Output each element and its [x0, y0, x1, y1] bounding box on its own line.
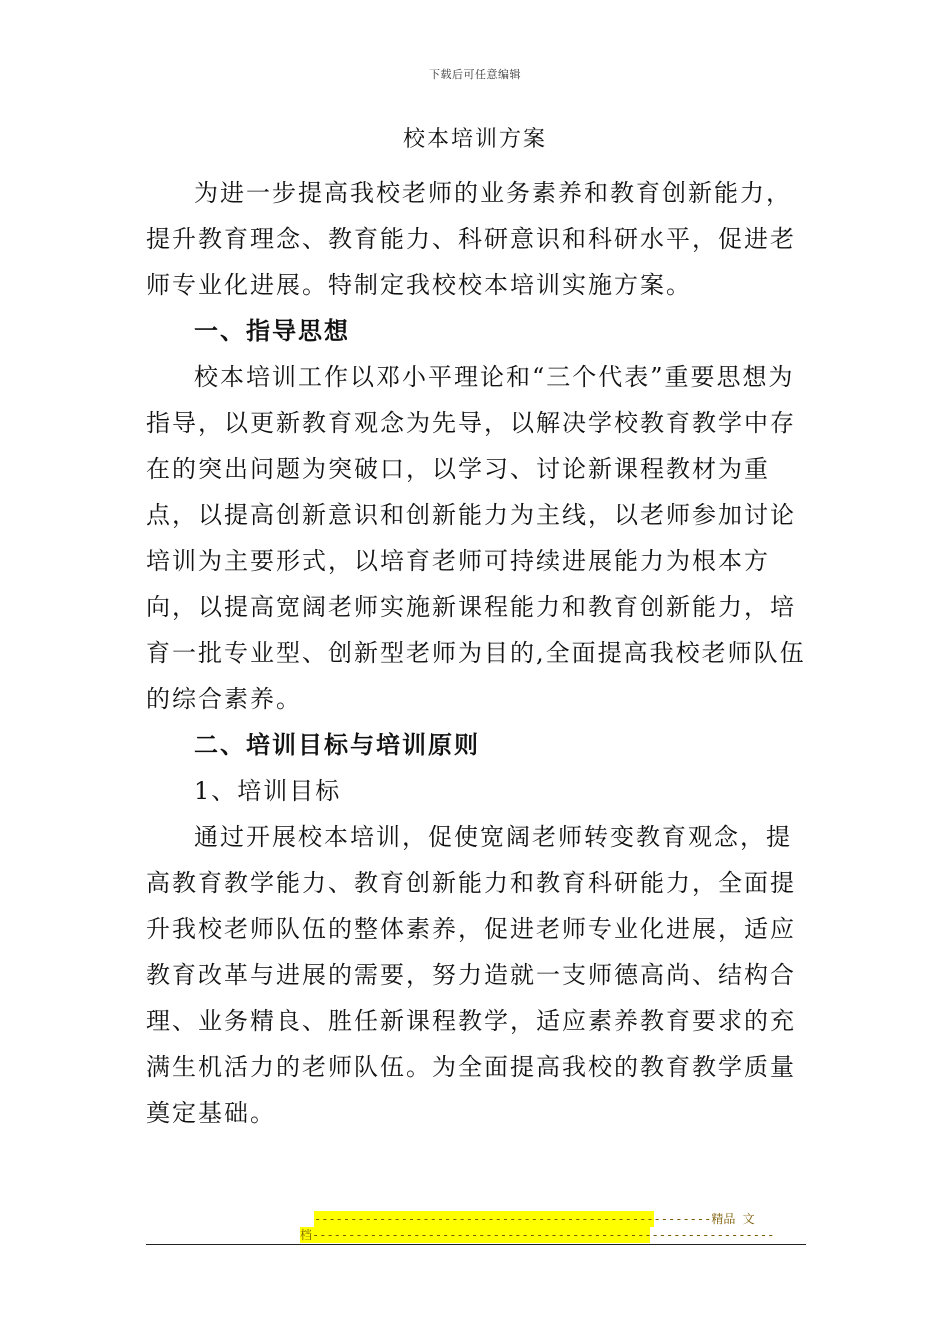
- section-2-paragraph: 通过开展校本培训，促使宽阔老师转变教育观念，提高教育教学能力、教育创新能力和教育科研能力，全面提升我校老师队伍的整体素养，促进老师专业化进展，适应教育改革与进展的需要，努力造就一支师德高尚、结构合理、业务精良、胜任新课程教学，适应素养教育要求的充满生机活力的老师队伍。为全面提高我校的教育教学质量奠定基础。: [146, 823, 796, 1127]
- header-note: 下载后可任意编辑: [429, 68, 521, 81]
- intro-paragraph: 为进一步提高我校老师的业务素养和教育创新能力，提升教育理念、教育能力、科研意识和科研水平，促进老师专业化进展。特制定我校校本培训实施方案。: [146, 179, 796, 299]
- footer-line-2: 档----------------------------------------------------------------: [300, 1228, 775, 1242]
- section-1-paragraph: 校本培训工作以邓小平理论和“三个代表”重要思想为指导，以更新教育观念为先导，以解决学校教育教学中存在的突出问题为突破口，以学习、讨论新课程教材为重点，以提高创新意识和创新能力为主线，以老师参加讨论培训为主要形式，以培育老师可持续进展能力为根本方向，以提高宽阔老师实施新课程能力和教育创新能力，培育一批专业型、创新型老师为目的,全面提高我校老师队伍的综合素养。: [146, 363, 806, 713]
- section-1-heading: 一、指导思想: [194, 317, 350, 345]
- section-2-heading: 二、培训目标与培训原则: [194, 731, 480, 759]
- document-title: 校本培训方案: [402, 127, 547, 152]
- section-2-subheading: 1、培训目标: [194, 777, 342, 805]
- footer-watermark: [300, 1211, 775, 1243]
- footer-divider: [146, 1244, 806, 1245]
- document-body: [146, 170, 806, 1136]
- footer-line-1: -------------------------------------------------------精品 文: [314, 1212, 755, 1226]
